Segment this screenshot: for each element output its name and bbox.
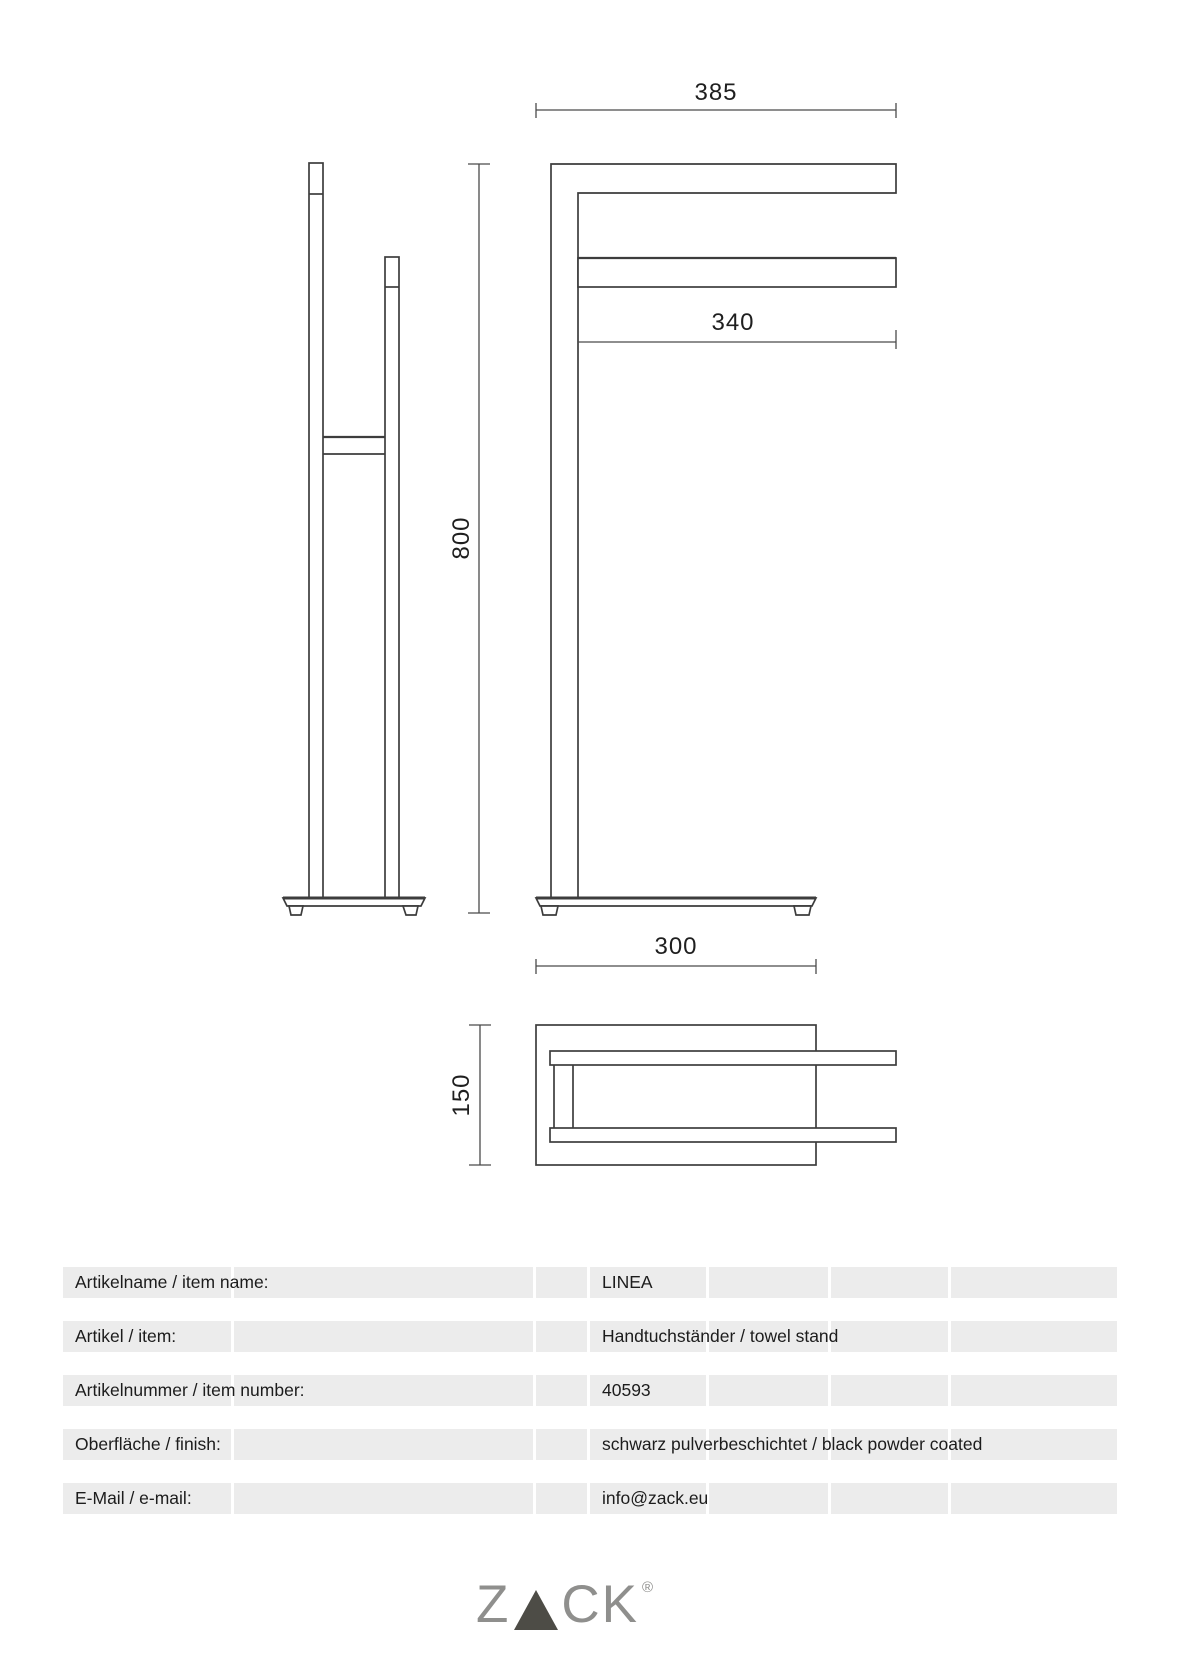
zack-logo [476, 1575, 656, 1634]
dimension-300 [536, 959, 816, 974]
table-row-finish [63, 1429, 1117, 1460]
top-arm-2 [550, 1128, 896, 1142]
side-view [283, 163, 425, 915]
spec-label: Artikelname / item name: [75, 1272, 269, 1292]
spec-value: info@zack.eu [602, 1488, 709, 1508]
spec-value: schwarz pulverbeschichtet / black powder coated [602, 1434, 983, 1454]
logo-letters-ck: CK [561, 1575, 640, 1634]
dim-label-base-depth: 150 [448, 1073, 475, 1117]
side-front-post [385, 257, 399, 898]
dim-label-height: 800 [448, 516, 475, 560]
spec-label: Artikel / item: [75, 1326, 177, 1346]
front-second-rail [578, 258, 896, 287]
spec-label: E-Mail / e-mail: [75, 1488, 192, 1508]
dim-label-overall-width: 385 [694, 79, 738, 106]
table-row-item-name [63, 1267, 1117, 1298]
top-base-plate [536, 1025, 816, 1165]
table-row-item-number [63, 1375, 1117, 1406]
dim-label-base-width: 300 [654, 933, 698, 960]
spec-label: Oberfläche / finish: [75, 1434, 221, 1454]
top-arm-1 [550, 1051, 896, 1065]
side-back-post [309, 163, 323, 898]
spec-label: Artikelnummer / item number: [75, 1380, 305, 1400]
front-view [536, 164, 896, 915]
spec-value: LINEA [602, 1272, 653, 1292]
logo-triangle-a-icon [514, 1590, 558, 1630]
side-foot-left [289, 906, 303, 915]
logo-letter-z: Z [476, 1575, 511, 1634]
front-foot-left [541, 906, 558, 915]
top-view [536, 1025, 896, 1165]
side-foot-right [403, 906, 418, 915]
spec-value: 40593 [602, 1380, 651, 1400]
front-foot-right [794, 906, 811, 915]
table-row-email [63, 1483, 1117, 1514]
dim-label-rail-length: 340 [711, 309, 755, 336]
spec-value: Handtuchständer / towel stand [602, 1326, 839, 1346]
registered-trademark-icon: ® [642, 1579, 656, 1596]
table-row-item [63, 1321, 1117, 1352]
